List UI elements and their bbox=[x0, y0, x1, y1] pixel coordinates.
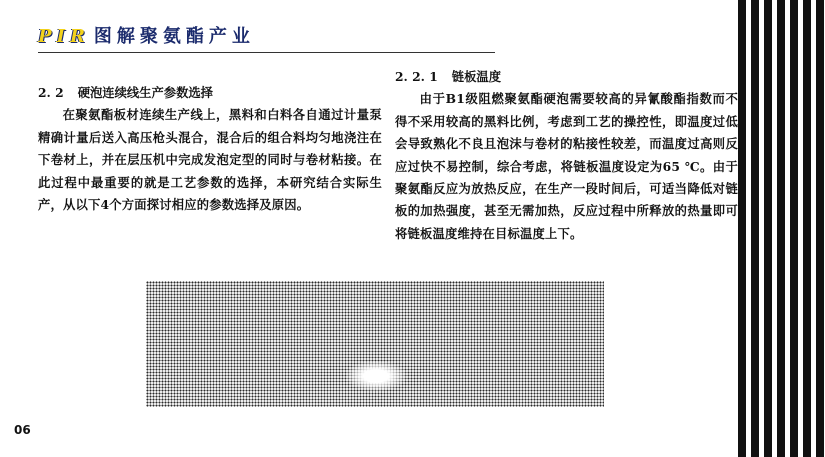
section-paragraph: 在聚氨酯板材连续生产线上，黑料和白料各自通过计量泵精确计量后送入高压枪头混合，混合后的组合料均匀地浇注在下卷材上，并在层压机中完成发泡定型的同时与卷材粘接。在此过程中最重要的就是工艺参数的选择，本研究结合实际生产，从以下4个方面探讨相应的参数选择及原因。 bbox=[38, 107, 382, 213]
section-heading-2-2 bbox=[38, 82, 382, 104]
subsection-title: 链板温度 bbox=[451, 69, 501, 84]
left-column bbox=[38, 82, 382, 216]
section-number: 2. 2 bbox=[38, 85, 64, 100]
section-heading-2-2-1 bbox=[395, 66, 738, 88]
header-title: 图解聚氨酯产业 bbox=[93, 26, 255, 47]
right-column bbox=[395, 66, 738, 245]
header-divider bbox=[38, 52, 495, 53]
page-number: 06 bbox=[14, 423, 31, 437]
page-header bbox=[38, 22, 255, 48]
section-title: 硬泡连续线生产参数选择 bbox=[77, 85, 213, 100]
halftone-photo bbox=[146, 281, 604, 407]
subsection-number: 2. 2. 1 bbox=[395, 69, 438, 84]
photo-highlight bbox=[346, 361, 406, 391]
header-pir-logo: PIR bbox=[38, 26, 90, 47]
subsection-paragraph: 由于B1级阻燃聚氨酯硬泡需要较高的异氰酸酯指数而不得不采用较高的黑料比例，考虑到工艺的操控性，即温度过低会导致熟化不良且泡沫与卷材的粘接性较差，而温度过高则反应过快不易控制，综合考虑，将链板温度设定为65 ℃。由于聚氨酯反应为放热反应，在生产一段时间后，可适当降低对链板的加热强度，甚至无需加热，反应过程中所释放的热量即可将链板温度维持在目标温度上下。 bbox=[395, 91, 738, 241]
decorative-stripes bbox=[738, 0, 825, 457]
